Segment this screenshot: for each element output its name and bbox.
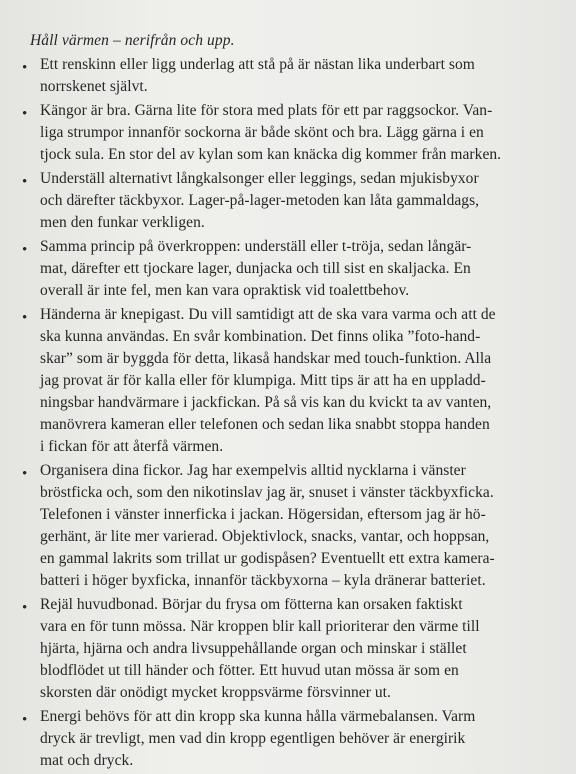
bullet-text-line: mat och dryck. [40,752,134,769]
bullet-text-line: blodflödet ut till händer och fötter. Ett huvud utan mössa är som en [40,662,459,679]
bullet-text-line: Organisera dina fickor. Jag har exempelvis alltid nycklarna i vänster [40,462,466,479]
bullet-text-line: ska kunna användas. En svår kombination. Det finns olika ”foto-hand- [40,328,481,345]
bullet-text-line: ningsbar handvärmare i jackfickan. På så vis kan du kvickt ta av vanten, [40,394,492,411]
bullet-item [0,100,576,166]
bullet-item [0,236,576,302]
bullet-text-line: gerhänt, är lite mer varierad. Objektivlock, snacks, vantar, och hoppsan, [40,528,490,545]
bullet-marker: • [22,174,28,190]
section-heading: Håll värmen – nerifrån och upp. [30,32,235,49]
bullet-marker: • [22,60,28,76]
bullet-marker: • [22,600,28,616]
bullet-text-line: Ett renskinn eller ligg underlag att stå på är nästan lika underbart som [40,56,475,73]
bullet-item [0,594,576,704]
bullet-text-line: norrskenet självt. [40,78,148,95]
bullet-text-line: dryck är trevligt, men vad din kropp egentligen behöver är energirik [40,730,466,747]
bullet-text-line: liga strumpor innanför sockorna är både skönt och bra. Lägg gärna i en [40,124,484,141]
bullet-text-line: Samma princip på överkroppen: underställ eller t-tröja, sedan långär- [40,238,472,255]
bullet-text-line: i fickan för att återfå värmen. [40,438,224,455]
bullet-text-line: manövrera kameran eller telefonen och sedan lika snabbt stoppa handen [40,416,490,433]
bullet-text-line: Underställ alternativt långkalsonger eller leggings, sedan mjukisbyxor [40,170,479,187]
bullet-item [0,460,576,592]
bullet-marker: • [22,712,28,728]
bullet-marker: • [22,310,28,326]
bullet-text-line: tjock sula. En stor del av kylan som kan knäcka dig kommer från marken. [40,146,502,163]
bullet-text-line: Rejäl huvudbonad. Börjar du frysa om fötterna kan orsaken faktiskt [40,596,463,613]
bullet-item [0,54,576,98]
bullet-text-line: Kängor är bra. Gärna lite för stora med plats för ett par raggsockor. Van- [40,102,493,119]
bullet-text-line: batteri i höger byxficka, innanför täckbyxorna – kyla dränerar batteriet. [40,572,486,589]
bullet-text-line: Händerna är knepigast. Du vill samtidigt att de ska vara varma och att de [40,306,496,323]
bullet-marker: • [22,466,28,482]
bullet-text-line: Energi behövs för att din kropp ska kunna hålla värmebalansen. Varm [40,708,476,725]
bullet-item [0,168,576,234]
bullet-item [0,706,576,772]
bullet-text-line: mat, därefter ett tjockare lager, dunjacka och till sist en skaljacka. En [40,260,471,277]
bullet-text-line: jag provat är för kalla eller för klumpiga. Mitt tips är att ha en uppladd- [40,372,486,389]
bullet-text-line: skar” som är byggda för detta, likaså handskar med touch-funktion. Alla [40,350,492,367]
bullet-text-line: men den funkar verkligen. [40,214,205,231]
bullet-marker: • [22,106,28,122]
bullet-list [0,54,576,774]
bullet-text-line: hjärta, hjärna och andra livsuppehållande organ och minskar i stället [40,640,467,657]
bullet-text-line: skorsten där onödigt mycket kroppsvärme försvinner ut. [40,684,391,701]
bullet-text-line: vara en för tunn mössa. När kroppen blir kall prioriterar den värme till [40,618,480,635]
bullet-text-line: Telefonen i vänster innerficka i jackan. Högersidan, eftersom jag är hö- [40,506,486,523]
bullet-item [0,304,576,458]
bullet-text-line: bröstficka och, som den nikotinslav jag är, snuset i vänster täckbyxficka. [40,484,494,501]
bullet-marker: • [22,242,28,258]
bullet-text-line: en gammal lakrits som trillat ur godispåsen? Eventuellt ett extra kamera- [40,550,495,567]
bullet-text-line: overall är inte fel, men kan vara opraktisk vid toalettbehov. [40,282,410,299]
bullet-text-line: och därefter täckbyxor. Lager-på-lager-metoden kan låta gammaldags, [40,192,480,209]
